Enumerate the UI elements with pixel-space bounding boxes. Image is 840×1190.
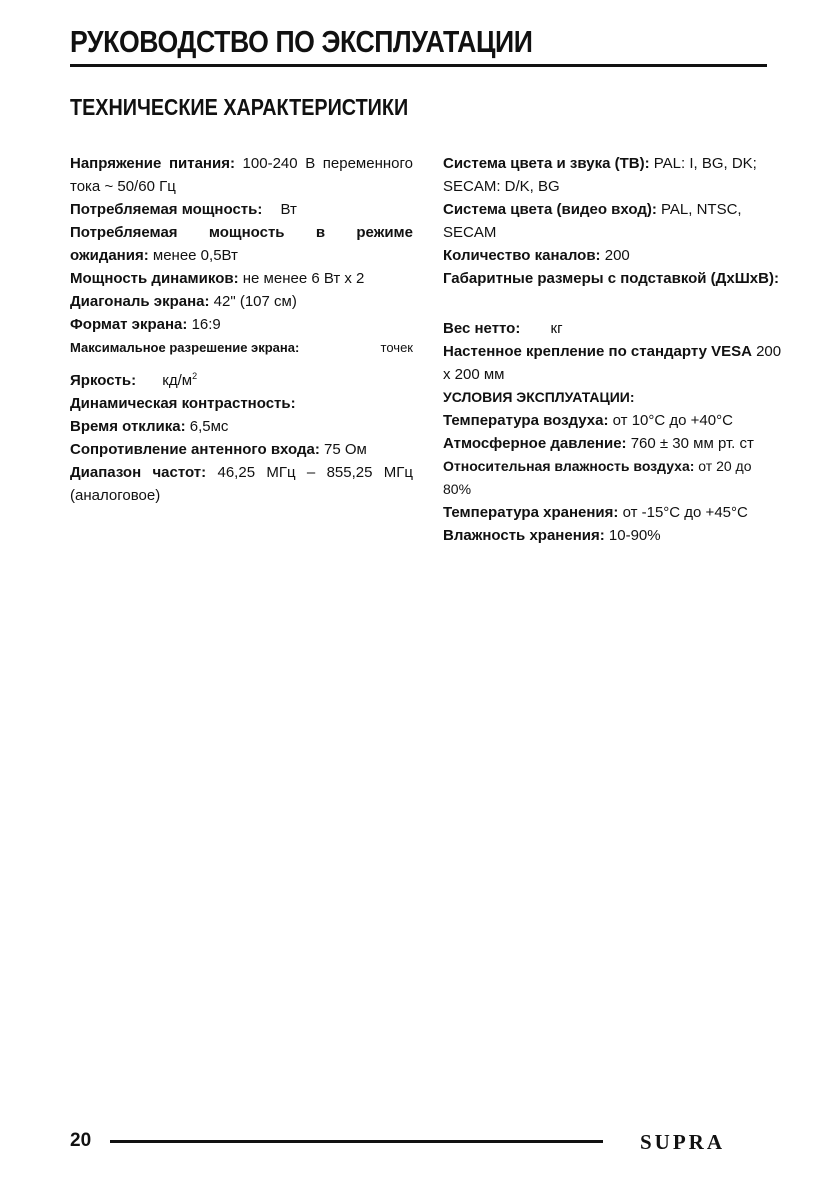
spec-label: Система цвета и звука (ТВ): [443, 155, 650, 172]
spec-label: Температура воздуха: [443, 412, 609, 429]
specs-left-column [70, 152, 413, 507]
spec-label: Мощность динамиков: [70, 270, 239, 287]
spec-screen-format [70, 313, 413, 336]
title-divider [70, 64, 767, 67]
spec-value: кд/м [162, 372, 193, 389]
spec-label: Напряжение питания: [70, 155, 235, 172]
spec-label: Диагональ экрана: [70, 293, 210, 310]
spec-label: Диапазон частот: [70, 464, 207, 481]
brand-logo: SUPRA [640, 1130, 726, 1154]
spec-label: Формат экрана: [70, 316, 188, 333]
spec-value: 46,25 МГц – 855,25 МГц (аналоговое) [70, 464, 414, 504]
spec-label: Температура хранения: [443, 504, 619, 521]
page-number: 20 [70, 1130, 92, 1151]
spec-power-supply [70, 152, 413, 198]
spec-value: 16:9 [191, 316, 221, 333]
page-title: РУКОВОДСТВО ПО ЭКСПЛУАТАЦИИ [70, 24, 533, 59]
spec-label: Сопротивление антенного входа: [70, 441, 320, 458]
spec-value: от 20 до 80% [443, 458, 752, 497]
spec-standby-power [70, 221, 413, 267]
spec-label: Система цвета (видео вход): [443, 201, 657, 218]
section-title: ТЕХНИЧЕСКИЕ ХАРАКТЕРИСТИКИ [70, 94, 409, 120]
operating-conditions-heading: УСЛОВИЯ ЭКСПЛУАТАЦИИ: [443, 389, 635, 405]
spec-value: Вт [280, 201, 297, 218]
spec-value: не менее 6 Вт х 2 [242, 270, 365, 287]
spec-value: точек [380, 340, 413, 355]
spec-label: Потребляемая мощность: [70, 201, 263, 218]
spec-dynamic-contrast [70, 392, 413, 415]
spec-value: 6,5мс [189, 418, 229, 435]
spec-label: Количество каналов: [443, 247, 601, 264]
spec-value: от 10°С до +40°С [612, 412, 733, 429]
spacer [443, 290, 783, 313]
footer-divider [110, 1140, 603, 1143]
spec-value: 10-90% [608, 527, 661, 544]
spec-color-sound-system [443, 152, 783, 198]
spec-vesa-mount [443, 340, 783, 386]
spec-value: 200 х 200 мм [443, 343, 782, 383]
spec-dimensions [443, 267, 783, 290]
spec-label: Габаритные размеры с подставкой (ДхШхВ): [443, 270, 779, 287]
spec-label: Динамическая контрастность: [70, 395, 296, 412]
spec-frequency-range [70, 461, 413, 507]
spec-label: Влажность хранения: [443, 527, 605, 544]
spec-color-system-video [443, 198, 783, 244]
spec-label: Максимальное разрешение экрана: [70, 340, 300, 355]
spec-screen-diagonal [70, 290, 413, 313]
spec-storage-humidity [443, 524, 783, 547]
spec-label: Относительная влажность воздуха: [443, 458, 695, 474]
specs-right-column [443, 152, 783, 547]
spec-max-resolution [70, 336, 413, 359]
spec-value: 75 Ом [324, 441, 367, 458]
spec-label: Вес нетто: [443, 320, 521, 337]
spec-value: кг [550, 320, 563, 337]
spec-response-time [70, 415, 413, 438]
spec-relative-humidity [443, 455, 783, 501]
spec-storage-temperature [443, 501, 783, 524]
spec-value: 42" (107 см) [213, 293, 297, 310]
spec-value: от -15°С до +45°С [622, 504, 748, 521]
spec-channels [443, 244, 783, 267]
spec-label: Яркость: [70, 372, 137, 389]
spec-value: менее 0,5Вт [152, 247, 238, 264]
spec-net-weight [443, 317, 783, 340]
spec-label: Потребляемая мощность в режиме ожидания: [70, 224, 413, 264]
spec-value: 760 ± 30 мм рт. ст [630, 435, 754, 452]
spec-label: Атмосферное давление: [443, 435, 627, 452]
spec-antenna-impedance [70, 438, 413, 461]
spec-atm-pressure [443, 432, 783, 455]
superscript-2: 2 [192, 371, 198, 381]
spec-label: Настенное крепление по стандарту VESA [443, 343, 752, 360]
spec-value: PAL, NTSC, SECAM [443, 201, 742, 241]
spec-brightness [70, 365, 413, 392]
spec-speaker-power [70, 267, 413, 290]
spec-value: 100-240 В переменного тока ~ 50/60 Гц [70, 155, 413, 195]
spec-value: PAL: I, BG, DK; SECAM: D/K, BG [443, 155, 757, 195]
spec-value: 200 [604, 247, 630, 264]
spec-label: Время отклика: [70, 418, 186, 435]
spec-air-temperature [443, 409, 783, 432]
spec-power-consumption [70, 198, 413, 221]
